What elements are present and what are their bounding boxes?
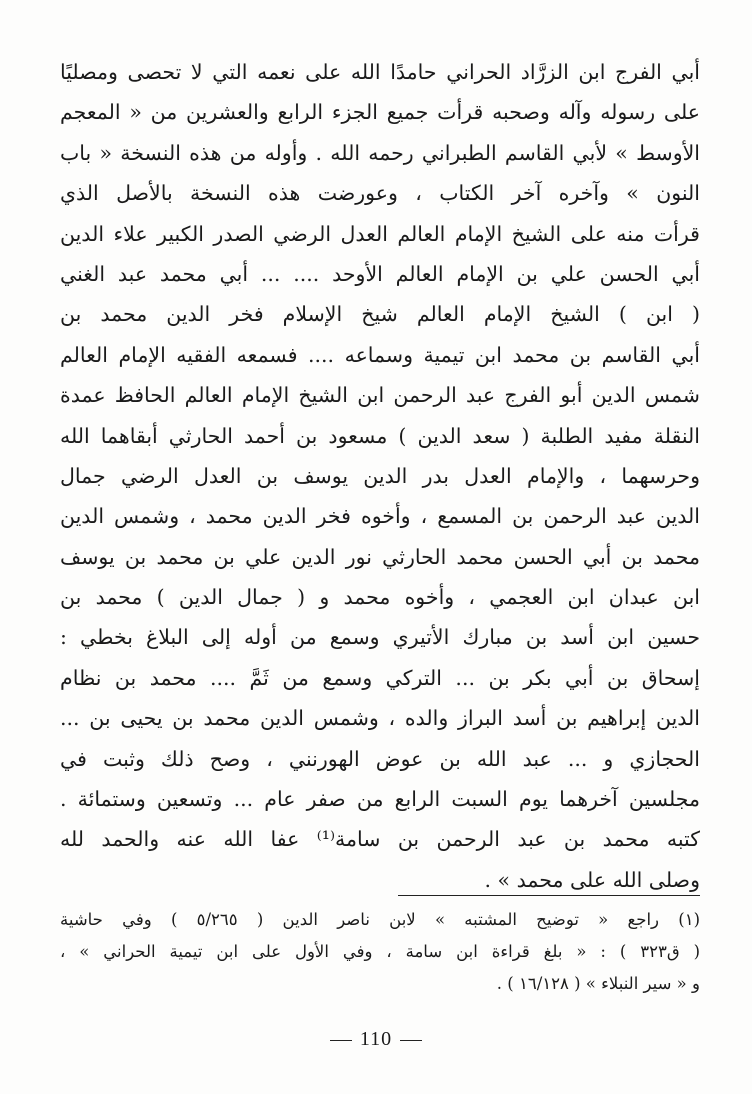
text-line: مجلسين آخرهما يوم السبت الرابع من صفر عام ... وتسعين وستمائة .	[60, 787, 700, 812]
text-line: ( ابن ) الشيخ الإمام العالم شيخ الإسلام فخر الدين محمد بن	[60, 302, 700, 327]
footnote-line: ( ق٣٢٣ ) : « بلغ قراءة ابن سامة ، وفي الأول على ابن تيمية الحراني » ،	[60, 942, 700, 961]
text-line: وصلى الله على محمد » .	[484, 867, 700, 892]
page-number	[0, 1028, 752, 1051]
text-line: الحجازي و ... عبد الله بن عوض الهورنني ، وصح ذلك وثبت في	[60, 746, 700, 771]
text-line: إسحاق بن أبي بكر بن ... التركي وسمع من ثَمَّ .... محمد بن نظام	[60, 665, 700, 690]
footnote-separator	[398, 895, 700, 896]
text-line: كتبه محمد بن عبد الرحمن بن سامة⁽¹⁾ عفا الله عنه والحمد لله	[60, 827, 700, 852]
footnotes	[60, 904, 700, 1000]
text-line: النون » وآخره آخر الكتاب ، وعورضت هذه النسخة بالأصل الذي	[60, 181, 700, 206]
text-line: حسين ابن أسد بن مبارك الأتيري وسمع من أوله إلى البلاغ بخطي :	[60, 625, 700, 650]
text-line: أبي القاسم بن محمد ابن تيمية وسماعه .... فسمعه الفقيه الإمام العالم	[60, 342, 700, 367]
text-line: النقلة مفيد الطلبة ( سعد الدين ) مسعود بن أحمد الحارثي أبقاهما الله	[60, 423, 700, 448]
text-line: شمس الدين أبو الفرج عبد الرحمن ابن الشيخ الإمام العالم الحافظ عمدة	[60, 383, 700, 408]
footnote-line: (١) راجع « توضيح المشتبه » لابن ناصر الدين ( ٥/٢٦٥ ) وفي حاشية	[60, 910, 700, 929]
text-line: قرأت منه على الشيخ الإمام العالم العدل الرضي الصدر الكبير علاء الدين	[60, 221, 700, 246]
text-line: أبي الحسن علي بن الإمام العالم الأوحد .... ... أبي محمد عبد الغني	[60, 261, 700, 286]
page-number-value: 110	[359, 1028, 393, 1050]
text-line: محمد بن أبي الحسن محمد الحارثي نور الدين علي بن محمد بن يوسف	[60, 544, 700, 569]
text-line: ابن عبدان ابن العجمي ، وأخوه محمد و ( جمال الدين ) محمد بن	[60, 585, 700, 610]
text-line: الدين إبراهيم بن أسد البراز والده ، وشمس الدين محمد بن يحيى بن ...	[60, 706, 700, 731]
text-line: على رسوله وآله وصحبه قرأت جميع الجزء الرابع والعشرين من « المعجم	[60, 100, 700, 125]
text-line: الدين عبد الرحمن بن المسمع ، وأخوه فخر الدين محمد ، وشمس الدين	[60, 504, 700, 529]
page-number-dash-right	[400, 1040, 422, 1041]
page-number-dash-left	[330, 1040, 352, 1041]
footnote-line: و « سير النبلاء » ( ١٦/١٢٨ ) .	[496, 974, 700, 993]
body-text	[60, 52, 700, 900]
text-line: أبي الفرج ابن الزرَّاد الحراني حامدًا الله على نعمه التي لا تحصى ومصليًا	[60, 60, 700, 84]
text-line: الأوسط » لأبي القاسم الطبراني رحمه الله . وأوله من هذه النسخة « باب	[60, 140, 700, 165]
text-line: وحرسهما ، والإمام العدل بدر الدين يوسف بن العدل الرضي جمال	[60, 463, 700, 488]
